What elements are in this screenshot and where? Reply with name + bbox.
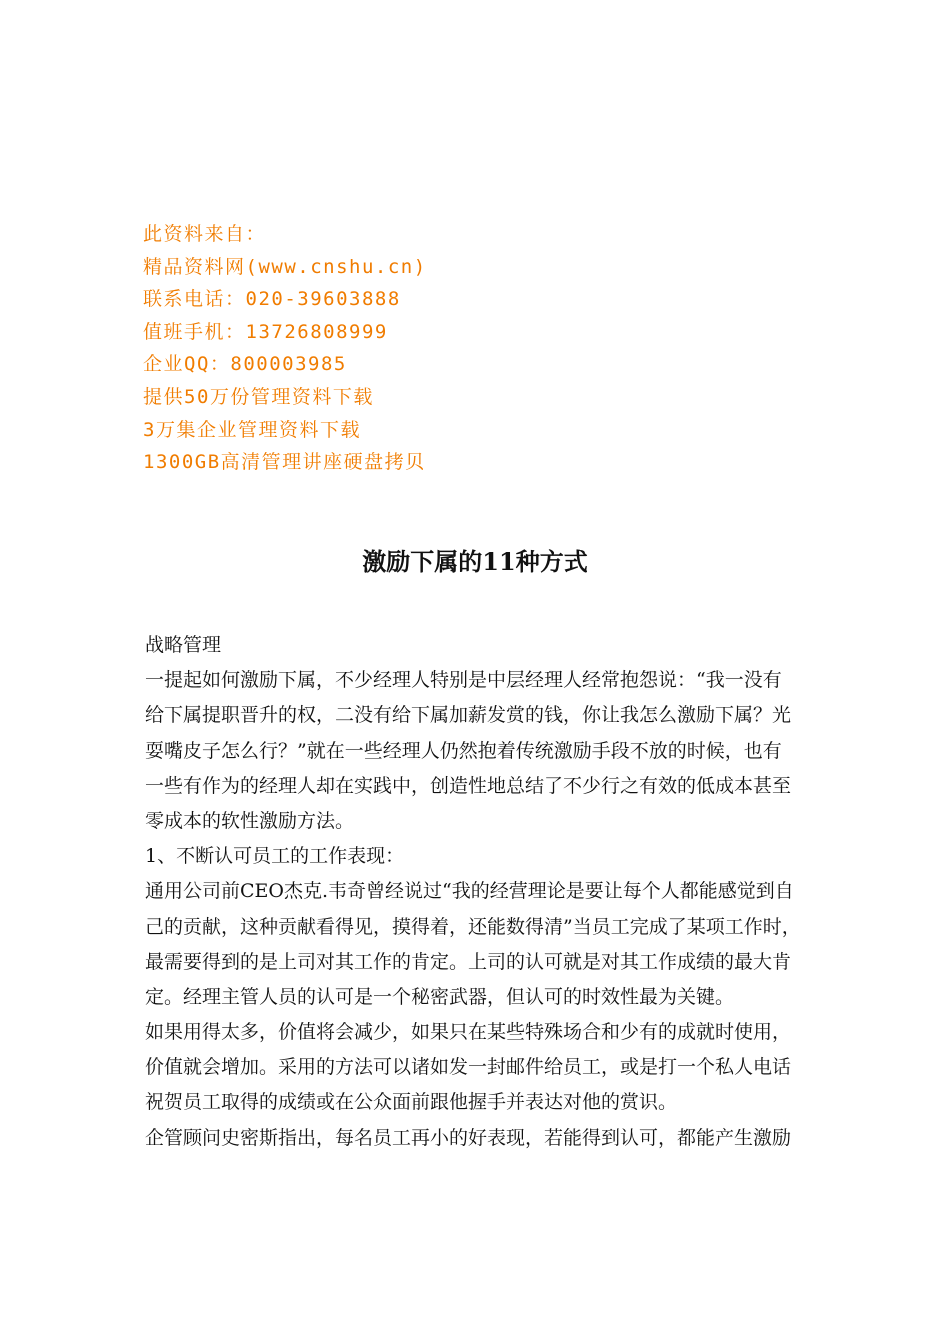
body-line: 给下属提职晋升的权，二没有给下属加薪发赏的钱，你让我怎么激励下属？光	[145, 704, 792, 727]
source-line-collections: 3万集企业管理资料下载	[143, 418, 361, 441]
source-line-qq: 企业QQ：800003985	[143, 353, 347, 376]
body-line: 祝贺员工取得的成绩或在公众面前跟他握手并表达对他的赏识。	[145, 1091, 678, 1114]
source-info-block	[143, 218, 663, 479]
body-line: 一提起如何激励下属，不少经理人特别是中层经理人经常抱怨说：“我一没有	[145, 669, 782, 692]
document-title: 激励下属的11种方式	[362, 547, 588, 576]
source-line-downloads: 提供50万份管理资料下载	[143, 385, 374, 408]
body-line: 通用公司前CEO杰克.韦奇曾经说过“我的经营理论是要让每个人都能感觉到自	[145, 880, 794, 903]
source-line-from: 此资料来自：	[143, 223, 267, 245]
body-line: 最需要得到的是上司对其工作的肯定。上司的认可就是对其工作成绩的最大肯	[145, 950, 792, 973]
body-line: 零成本的软性激励方法。	[145, 809, 355, 832]
section-heading: 1、不断认可员工的工作表现：	[145, 845, 405, 868]
body-line: 如果用得太多，价值将会减少，如果只在某些特殊场合和少有的成就时使用，	[145, 1021, 792, 1044]
body-line: 企管顾问史密斯指出，每名员工再小的好表现，若能得到认可，都能产生激励	[145, 1126, 792, 1149]
body-line: 耍嘴皮子怎么行？”就在一些经理人仍然抱着传统激励手段不放的时候，也有	[145, 739, 782, 762]
document-body	[145, 628, 825, 1156]
source-line-phone: 联系电话：020-39603888	[143, 288, 401, 311]
source-line-mobile: 值班手机：13726808999	[143, 320, 388, 343]
body-line: 己的贡献，这种贡献看得见，摸得着，还能数得清”当员工完成了某项工作时，	[145, 915, 801, 938]
body-line: 定。经理主管人员的认可是一个秘密武器，但认可的时效性最为关键。	[145, 985, 735, 1008]
category-label: 战略管理	[145, 634, 222, 656]
body-line: 价值就会增加。采用的方法可以诸如发一封邮件给员工，或是打一个私人电话	[145, 1056, 792, 1079]
body-line: 一些有作为的经理人却在实践中，创造性地总结了不少行之有效的低成本甚至	[145, 774, 792, 797]
source-line-website: 精品资料网(www.cnshu.cn)	[143, 255, 427, 278]
source-line-lectures: 1300GB高清管理讲座硬盘拷贝	[143, 451, 426, 474]
